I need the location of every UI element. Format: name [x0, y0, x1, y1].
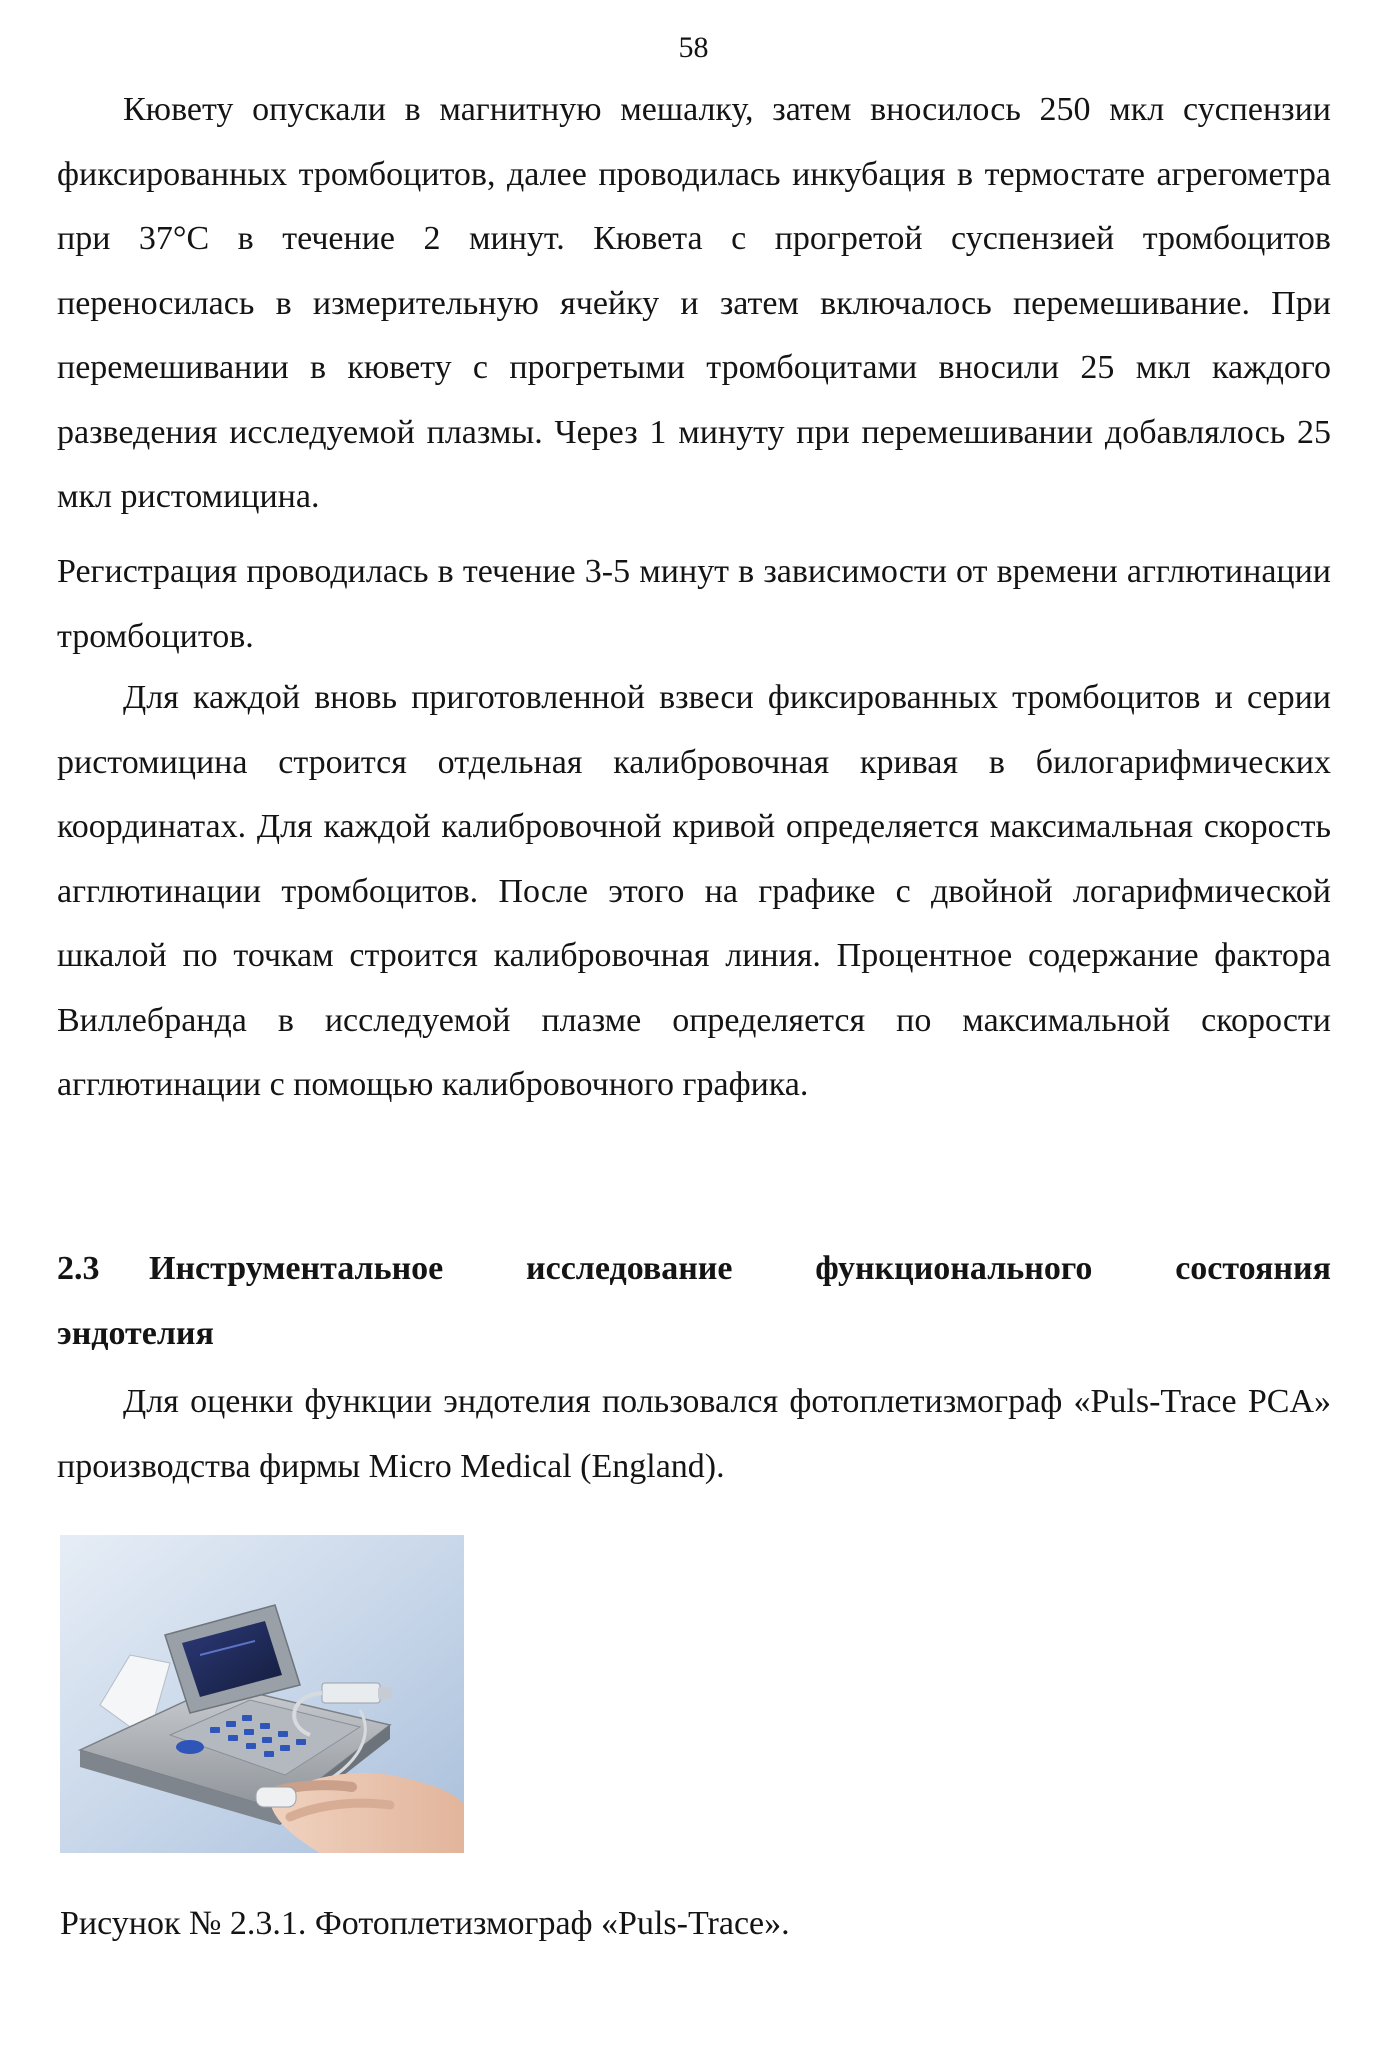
paragraph-endothelium-device: Для оценки функции эндотелия пользовался фотоплетизмограф «Puls-Trace PCA» производства фирмы Micro Medical (England). [57, 1383, 1331, 1485]
section-heading-line1 [57, 1237, 1331, 1302]
section-title-word: функционального [815, 1250, 1093, 1287]
section-title-word: Инструментальное [149, 1250, 444, 1287]
section-title-word: состояния [1175, 1250, 1331, 1287]
figure-caption: Рисунок № 2.3.1. Фотоплетизмограф «Puls-Trace». [60, 1905, 790, 1942]
figure-device-photo [60, 1535, 464, 1853]
photoplethysmograph-device-photo-icon [60, 1535, 464, 1853]
section-title-last: эндотелия [57, 1314, 214, 1352]
paragraph-cuvette-procedure: Кювету опускали в магнитную мешалку, затем вносилось 250 мкл суспензии фиксированных тромбоцитов, далее проводилась инкубация в термостате агрегометра при 37°С в течение 2 минут. Кювета с прогретой суспензией тромбоцитов переносилась в измерительную ячейку и затем включалось перемешивание. При перемешивании в кювету с прогретыми тромбоцитами вносили 25 мкл каждого разведения исследуемой плазмы. Через 1 минуту при перемешивании добавлялось 25 мкл ристомицина. [57, 91, 1331, 515]
page-number: 58 [678, 31, 709, 64]
paragraph-registration: Регистрация проводилась в течение 3-5 минут в зависимости от времени агглютинации тромбоцитов. [57, 553, 1331, 655]
section-title-word: исследование [526, 1250, 733, 1287]
paragraph-calibration: Для каждой вновь приготовленной взвеси фиксированных тромбоцитов и серии ристомицина строится отдельная калибровочная кривая в билогарифмических координатах. Для каждой калибровочной кривой определяется максимальная скорость агглютинации тромбоцитов. После этого на графике с двойной логарифмической шкалой по точкам строится калибровочная линия. Процентное содержание фактора Виллебранда в исследуемой плазме определяется по максимальной скорости агглютинации с помощью калибровочного графика. [57, 679, 1331, 1103]
section-number: 2.3 [57, 1250, 100, 1287]
section-heading-first [57, 1237, 443, 1302]
section-heading [57, 1237, 1331, 1366]
